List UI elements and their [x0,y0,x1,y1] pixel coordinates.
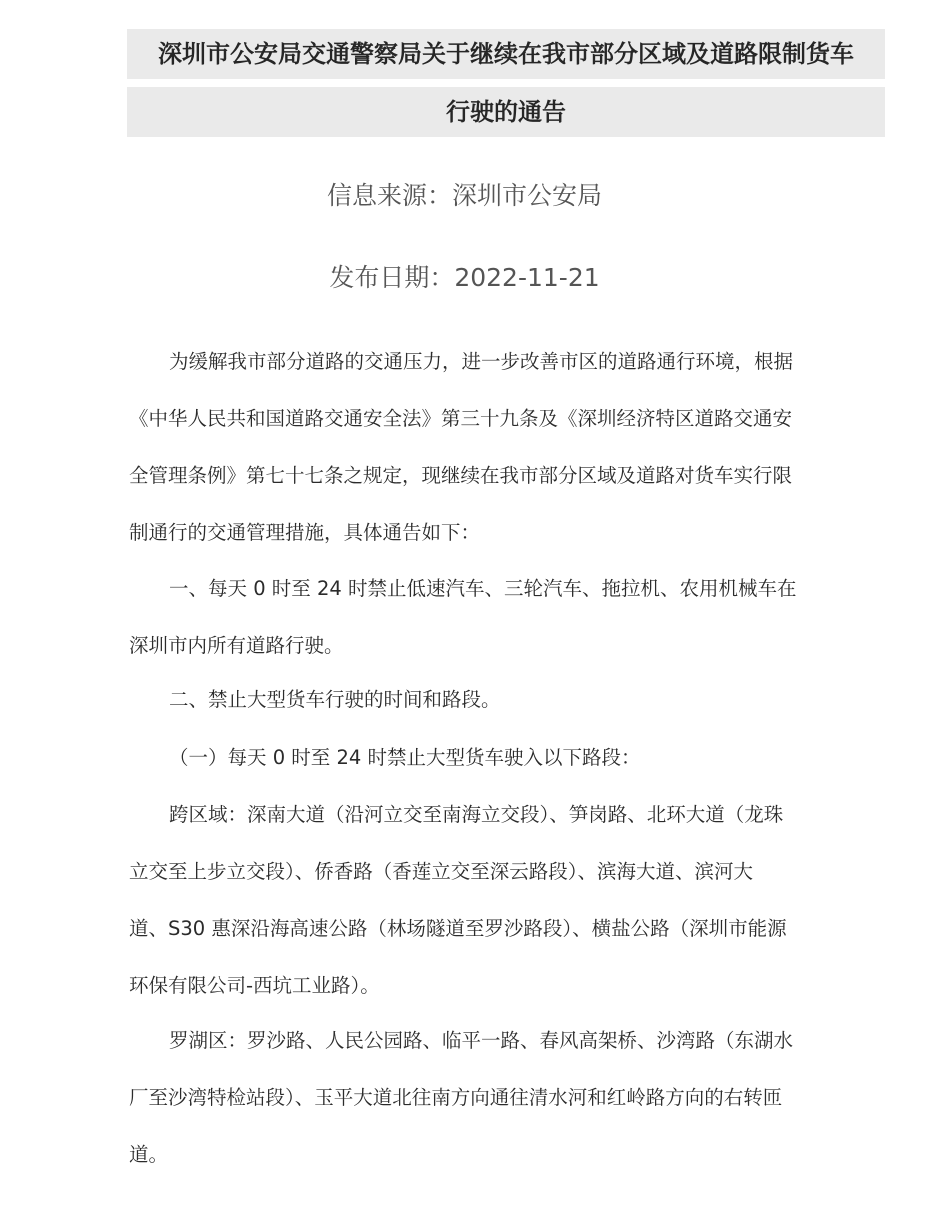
cross-district-line: 立交至上步立交段）、侨香路（香莲立交至深云路段）、滨海大道、滨河大 [129,860,754,883]
item-2-paragraph [129,671,879,728]
item-1-paragraph [129,560,879,674]
item-2-1-line: （一）每天 0 时至 24 时禁止大型货车驶入以下路段： [169,746,641,769]
notice-title-line-2: 行驶的通告 [127,87,885,137]
cross-district-line: 跨区域：深南大道（沿河立交至南海立交段）、笋岗路、北环大道（龙珠 [169,803,784,826]
item-2-line: 二、禁止大型货车行驶的时间和路段。 [169,688,501,711]
notice-title-line-1: 深圳市公安局交通警察局关于继续在我市部分区域及道路限制货车 [127,29,885,79]
item-2-1-paragraph [129,729,879,786]
luohu-line: 厂至沙湾特检站段）、玉平大道北往南方向通往清水河和红岭路方向的右转匝 [129,1086,783,1109]
intro-line: 《中华人民共和国道路交通安全法》第三十九条及《深圳经济特区道路交通安 [129,407,793,430]
item-1-line: 深圳市内所有道路行驶。 [129,634,344,657]
cross-district-line: 道、S30 惠深沿海高速公路（林场隧道至罗沙路段）、横盐公路（深圳市能源 [129,917,787,940]
item-1-line: 一、每天 0 时至 24 时禁止低速汽车、三轮汽车、拖拉机、农用机械车在 [169,577,797,600]
info-source: 信息来源：深圳市公安局 [326,181,602,210]
intro-line: 制通行的交通管理措施，具体通告如下： [129,521,481,544]
luohu-line: 罗湖区：罗沙路、人民公园路、临平一路、春风高架桥、沙湾路（东湖水 [169,1029,794,1052]
publish-date: 发布日期：2022-11-21 [329,263,600,292]
intro-line: 全管理条例》第七十七条之规定，现继续在我市部分区域及道路对货车实行限 [129,464,793,487]
cross-district-paragraph [129,786,879,1014]
luohu-line: 道。 [129,1143,169,1166]
luohu-paragraph [129,1012,879,1183]
cross-district-line: 环保有限公司-西坑工业路）。 [129,974,380,997]
intro-paragraph [129,333,879,561]
intro-line: 为缓解我市部分道路的交通压力，进一步改善市区的道路通行环境，根据 [169,350,794,373]
